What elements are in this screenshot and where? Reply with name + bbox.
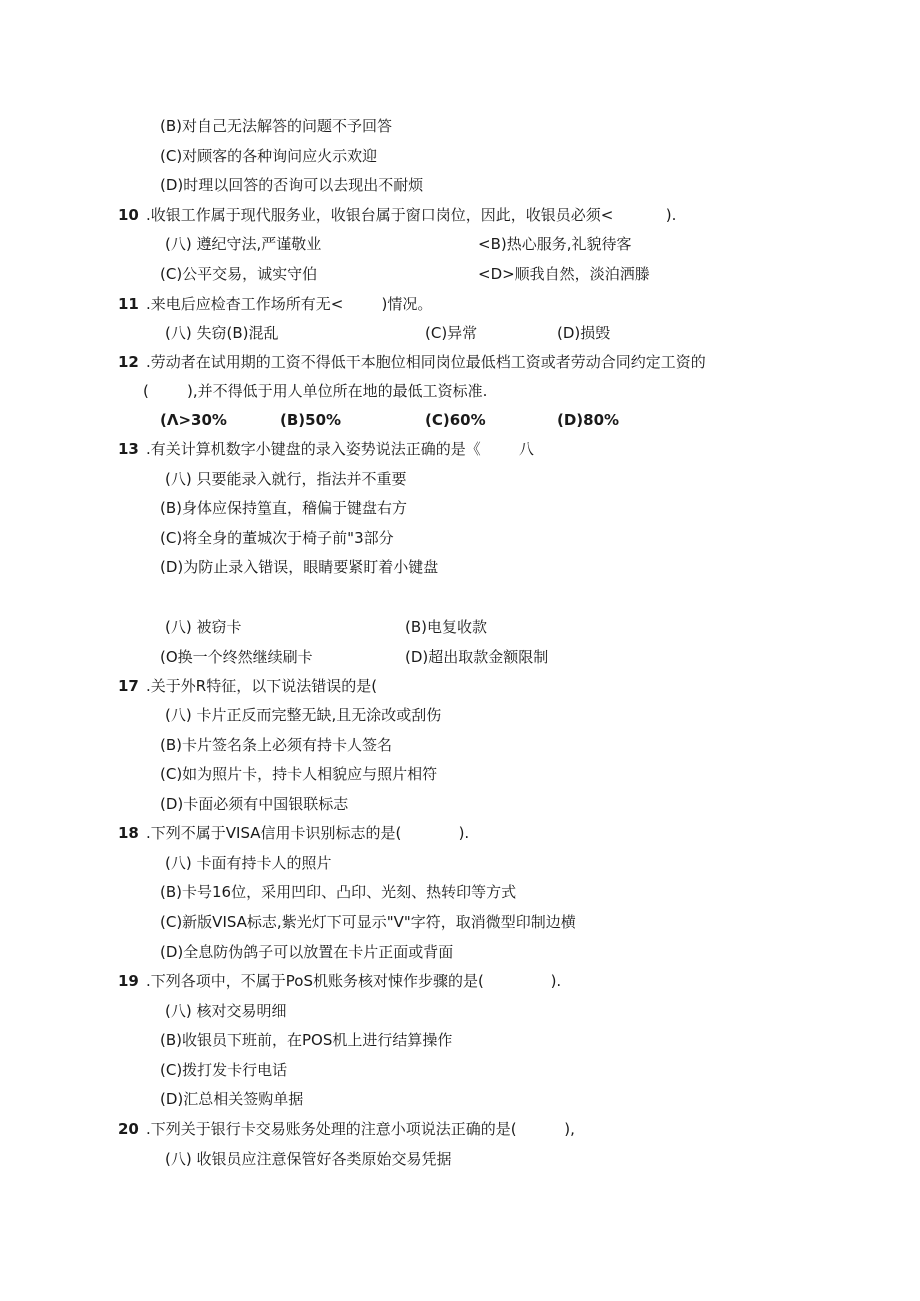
question-number: 11 [118, 295, 139, 313]
option-d: <D>顺我自然，淡泊洒滕 [478, 265, 650, 283]
option-a: (八) 收银员应注意保管好各类原始交易凭据 [165, 1150, 452, 1168]
question-text: .关于外R特征，以下说法错误的是( [146, 677, 378, 695]
option-b: (B)卡号16位，采用凹印、凸印、光刻、热转印等方式 [160, 883, 517, 901]
option-c: (C)异常 [425, 324, 478, 342]
option-a: (八) 遵纪守法,严谨敬业 [165, 235, 322, 253]
question-text: .下列各项中，不属于PoS机账务核对悚作步骤的是( ). [146, 972, 562, 990]
question-text: .有关计算机数字小键盘的录入姿势说法正确的是《 八 [146, 440, 534, 458]
option-b: (B)对自己无法解答的问题不予回答 [160, 117, 392, 135]
option-d: (D)汇总相关签购单据 [160, 1090, 304, 1108]
option-a: (八) 失窃(B)混乱 [165, 324, 279, 342]
option-d: (D)为防止录入错误，眼睛要紧盯着小键盘 [160, 558, 439, 576]
option-a: (八) 卡片正反而完整无缺,且无涂改或刮伤 [165, 706, 442, 724]
question-number: 10 [118, 206, 139, 224]
option-d: (D)超出取款金额限制 [405, 648, 549, 666]
option-c: (C)公平交易，诚实守伯 [160, 265, 318, 283]
option-b: <B)热心服务,礼貌待客 [478, 235, 632, 253]
question-number: 13 [118, 440, 139, 458]
option-c: (C)如为照片卡，持卡人相貌应与照片相符 [160, 765, 438, 783]
question-text: .收银工作属于现代服务业，收银台属于窗口岗位，因此，收银员必须< ). [146, 206, 677, 224]
question-number: 19 [118, 972, 139, 990]
option-c: (C)新版VISA标志,紫光灯下可显示"V"字符，取消微型印制边横 [160, 913, 576, 931]
option-c: (C)对顾客的各种询问应火示欢迎 [160, 147, 378, 165]
option-d: (D)损毁 [557, 324, 611, 342]
question-text: .劳动者在试用期的工资不得低干本胞位相同岗位最低档工资或者劳动合同约定工资的 [146, 353, 706, 371]
question-number: 20 [118, 1120, 139, 1138]
question-text: .下列不属于VISA信用卡识别标志的是( ). [146, 824, 470, 842]
option-a: (八) 卡面有持卡人的照片 [165, 854, 332, 872]
option-d: (D)80% [557, 411, 620, 429]
question-text: .下列关于银行卡交易账务处理的注意小项说法正确的是( ), [146, 1120, 575, 1138]
option-c: (C)拨打发卡行电话 [160, 1061, 288, 1079]
question-text-continued: ( ),并不得低于用人单位所在地的最低工资标准. [143, 382, 488, 400]
option-c: (C)将全身的董城次于椅子前"3部分 [160, 529, 394, 547]
option-b: (B)50% [280, 411, 342, 429]
option-d: (D)全息防伪鸽子可以放置在卡片正面或背面 [160, 943, 454, 961]
option-b: (B)电复收款 [405, 618, 487, 636]
question-number: 17 [118, 677, 139, 695]
option-a: (八) 核对交易明细 [165, 1002, 287, 1020]
question-number: 18 [118, 824, 139, 842]
option-a: (八) 被窃卡 [165, 618, 242, 636]
option-b: (B)收银员下班前，在POS机上进行结算操作 [160, 1031, 453, 1049]
option-d: (D)时理以回答的否询可以去现出不耐烦 [160, 176, 424, 194]
option-c: (O换一个终然继续刷卡 [160, 648, 313, 666]
question-number: 12 [118, 353, 139, 371]
option-a: (Λ>30% [160, 411, 227, 429]
option-b: (B)卡片签名条上必须有持卡人签名 [160, 736, 392, 754]
option-c: (C)60% [425, 411, 486, 429]
option-b: (B)身体应保持篁直，稽偏于键盘右方 [160, 499, 407, 517]
question-text: .来电后应检杳工作场所有无< )情况。 [146, 295, 433, 313]
option-a: (八) 只要能录入就行，指法并不重要 [165, 470, 407, 488]
option-d: (D)卡面必须有中国银联标志 [160, 795, 349, 813]
